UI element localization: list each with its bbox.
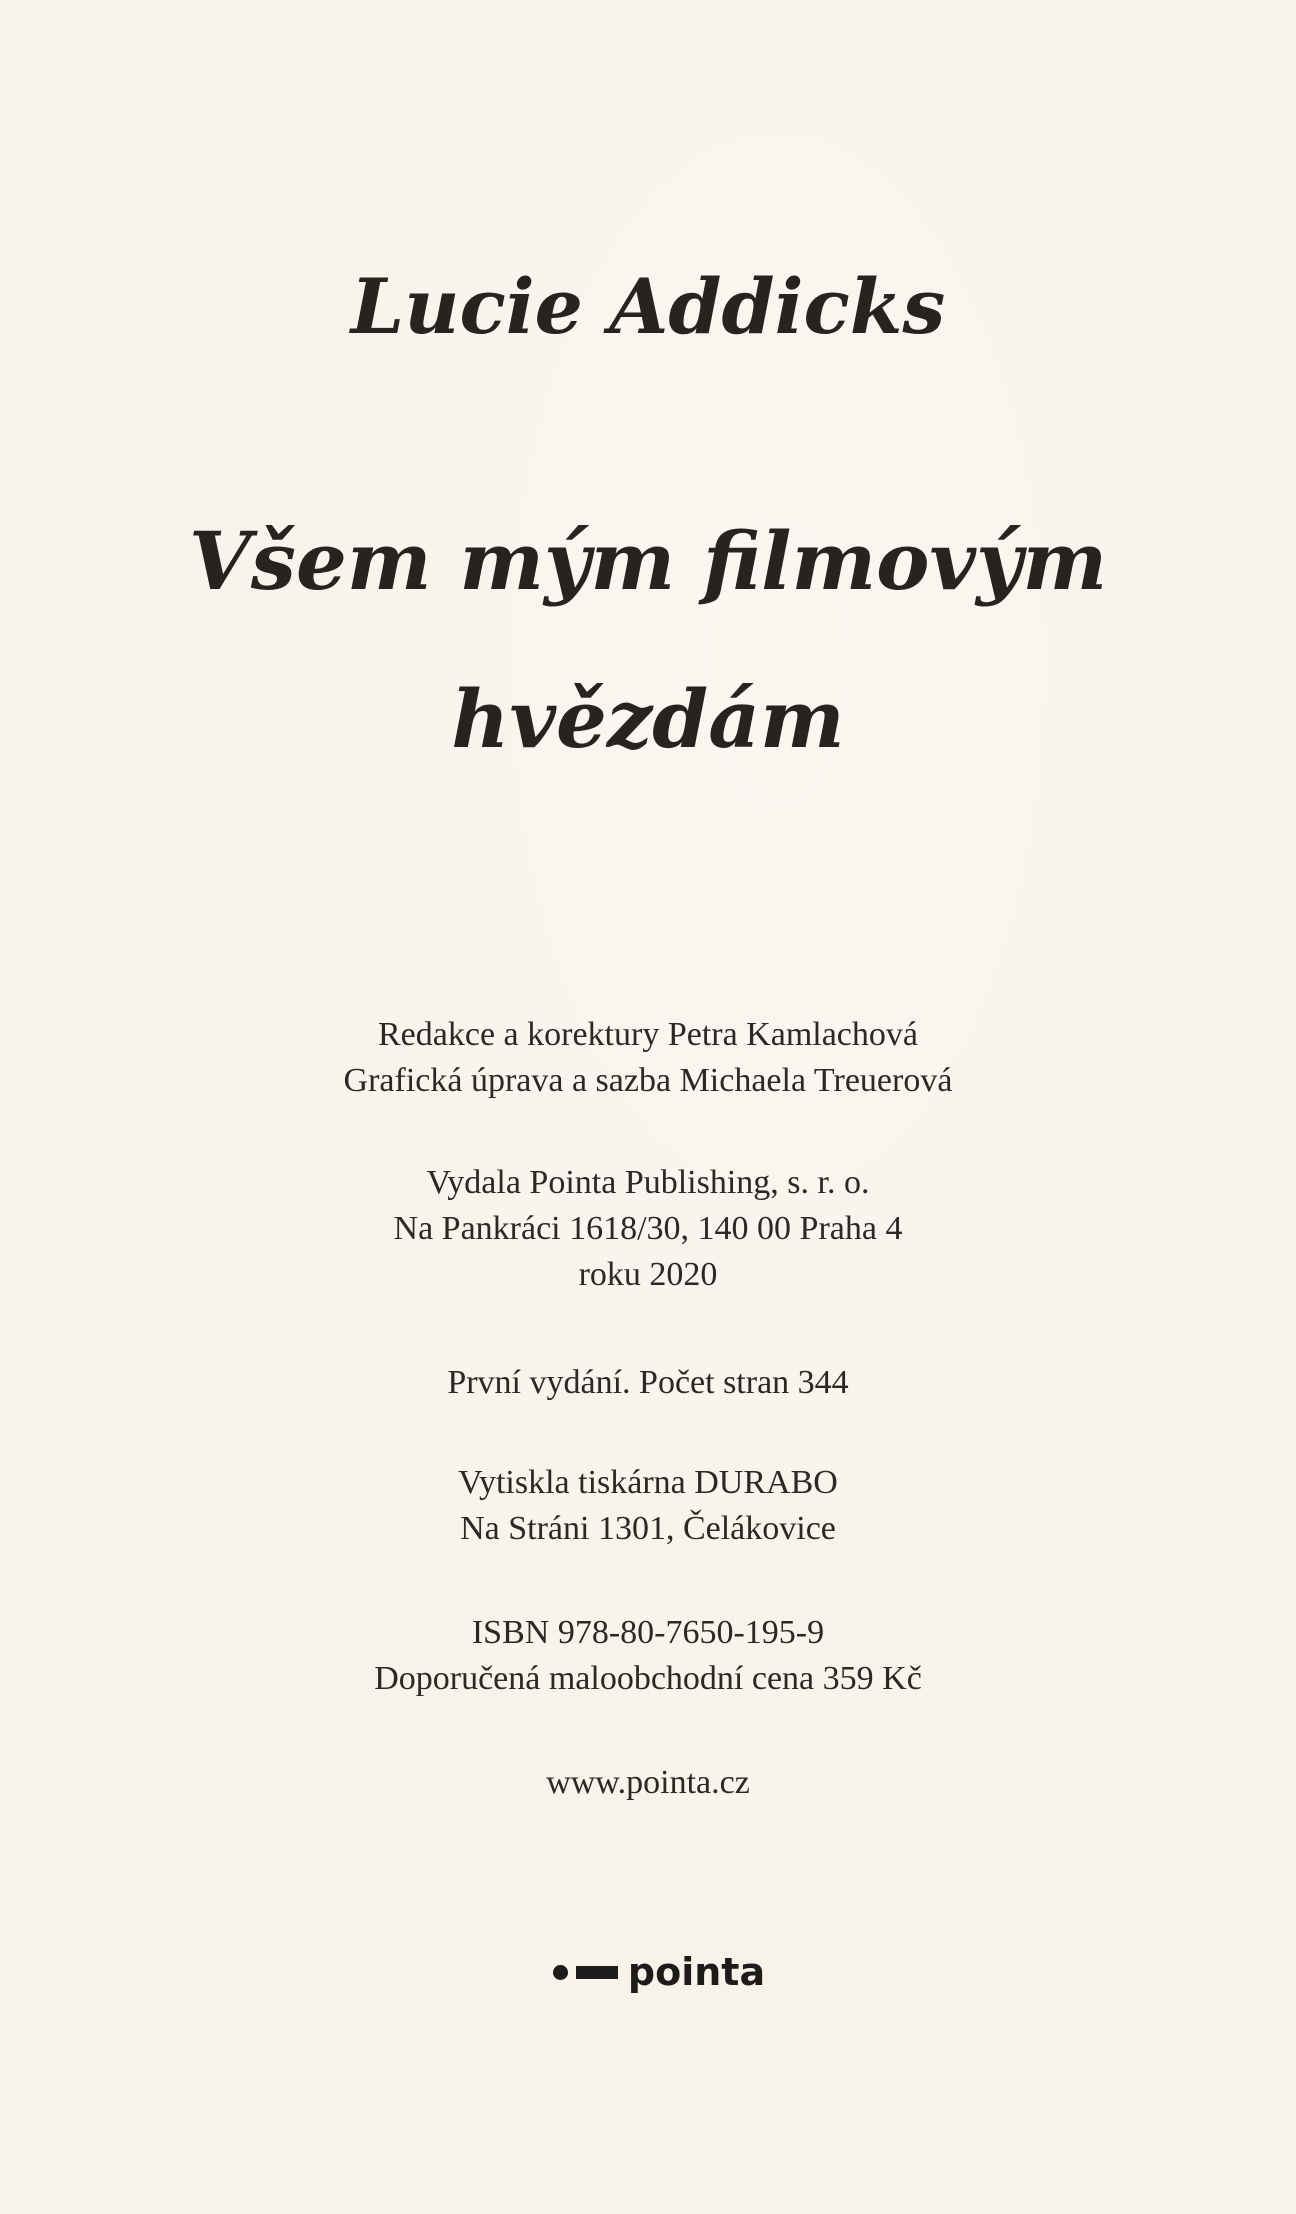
printer-address: Na Stráni 1301, Čelákovice	[460, 1510, 836, 1547]
website: www.pointa.cz	[546, 1764, 750, 1801]
logo-text: pointa	[627, 1950, 766, 1994]
book-title-line-1: Všem mým filmovým	[188, 514, 1108, 608]
pointa-logo-icon	[553, 1965, 568, 1980]
isbn-block	[0, 1610, 1296, 1702]
retail-price: Doporučená maloobchodní cena 359 Kč	[374, 1660, 922, 1697]
edition-info: První vydání. Počet stran 344	[447, 1364, 849, 1401]
design-credit: Grafická úprava a sazba Michaela Treuerová	[343, 1062, 953, 1099]
credits-block	[0, 1012, 1296, 1104]
publisher-address: Na Pankráci 1618/30, 140 00 Praha 4	[393, 1210, 903, 1247]
editor-credit: Redakce a korektury Petra Kamlachová	[378, 1016, 918, 1053]
publication-year: roku 2020	[578, 1256, 718, 1293]
publisher-block	[0, 1160, 1296, 1298]
pointa-logo-bar-icon	[576, 1966, 618, 1979]
publisher-logo	[0, 1950, 1296, 1994]
publisher-name: Vydala Pointa Publishing, s. r. o.	[426, 1164, 870, 1201]
printer-block	[0, 1460, 1296, 1552]
book-title-line-2: hvězdám	[451, 672, 845, 766]
author-name: Lucie Addicks	[350, 262, 946, 351]
isbn: ISBN 978-80-7650-195-9	[471, 1614, 825, 1651]
printer-name: Vytiskla tiskárna DURABO	[458, 1464, 838, 1501]
